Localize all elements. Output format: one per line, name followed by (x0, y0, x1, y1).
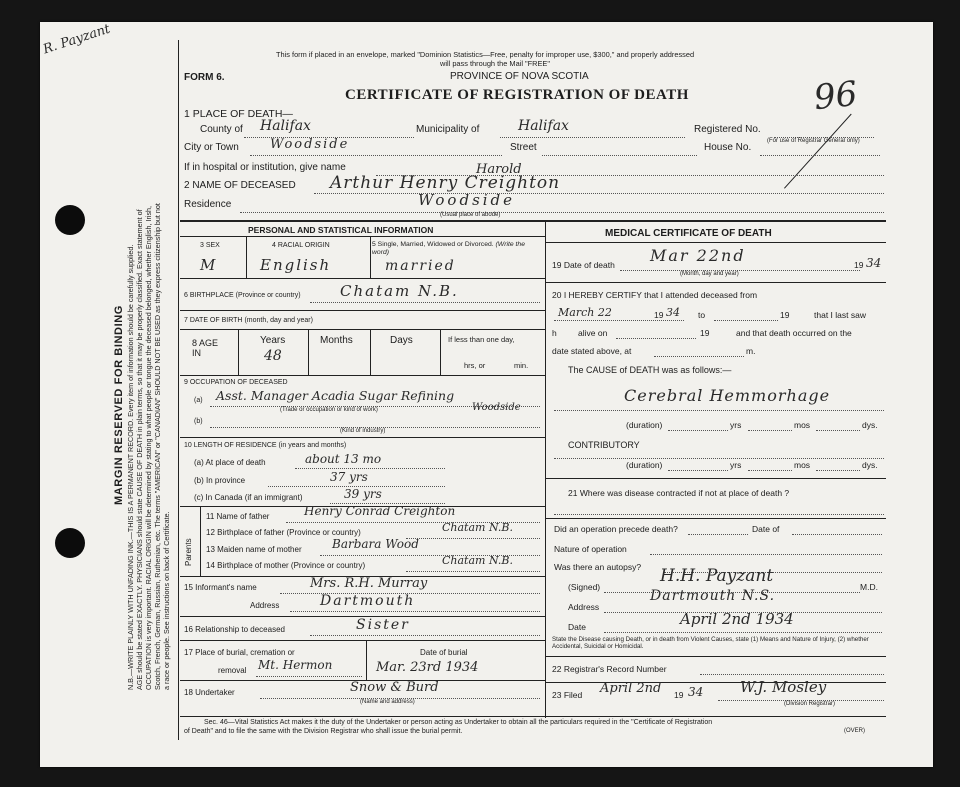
contributory-days-line (816, 470, 860, 471)
operation-date-line (792, 534, 882, 535)
attended-from-value: March 22 (558, 306, 612, 319)
marital-status-value: married (385, 258, 456, 274)
contributory-duration-label: (duration) (626, 460, 663, 470)
form-left-border (178, 40, 179, 740)
q21-line (554, 514, 884, 515)
attended-to-year: 19 (780, 310, 790, 320)
father-name-value: Henry Conrad Creighton (304, 504, 456, 518)
autopsy-label: Was there an autopsy? (554, 562, 642, 572)
father-birthplace-line (406, 538, 540, 539)
relationship-value: Sister (356, 617, 410, 633)
in-canada-value: 39 yrs (344, 487, 382, 501)
state-note: State the Disease causing Death, or in death from Violent Causes, state (1) Means and Nature of Injury, (2) whether Accidental, Suicidal or Homicidal. (552, 636, 869, 650)
row-rule-9 (180, 437, 545, 438)
division-registrar-note: (Division Registrar) (784, 701, 836, 707)
row-rule-8 (180, 375, 545, 376)
medical-row-rule-22 (546, 682, 886, 683)
informant-address-value: Dartmouth (320, 593, 416, 609)
certificate-form (180, 38, 886, 744)
death-year-value: 34 (866, 256, 882, 270)
relationship-label: 16 Relationship to deceased (184, 625, 285, 634)
q23-label: 23 Filed (552, 690, 583, 700)
row-rule-5 (180, 278, 545, 279)
attended-year-value: 34 (666, 306, 680, 319)
date-stated-line (654, 356, 744, 357)
months-label: Months (320, 335, 353, 346)
burial-date-value: Mar. 23rd 1934 (376, 660, 479, 675)
minutes-label: min. (514, 361, 529, 370)
death-date-value: Mar 22nd (650, 246, 746, 265)
age-col-3 (370, 329, 371, 375)
informant-address-label: Address (250, 601, 280, 610)
residence-label: Residence (184, 199, 232, 210)
residence-note: (Usual place of abode) (440, 212, 501, 218)
medical-row-rule-20 (546, 478, 886, 479)
medical-row-rule-state (546, 656, 886, 657)
attended-to-line (714, 320, 778, 321)
margin-instruction-1: N.B.—WRITE PLAINLY WITH UNFADING INK.—THIS IS A PERMANENT RECORD. Every item of information should be carefully supplied. (126, 244, 135, 690)
contributory-months-line (748, 470, 792, 471)
birthplace-value: Chatam N.B. (340, 282, 459, 300)
occupation-a-note: (Trade or occupation or kind of work) (280, 407, 378, 413)
meridian-label: m. (746, 346, 756, 356)
burial-place-label: 17 Place of burial, cremation or (184, 648, 295, 657)
filed-year-value: 34 (688, 685, 704, 699)
registered-number-value: 96 (812, 73, 860, 119)
street-line (542, 155, 697, 156)
death-date-hint: (Month, day and year) (680, 271, 739, 277)
at-place-value: about 13 mo (305, 452, 382, 466)
house-no-line (760, 155, 880, 156)
racial-origin-value: English (260, 256, 332, 274)
death-date-line (620, 270, 860, 271)
municipality-value: Halifax (518, 118, 569, 134)
birthplace-line (310, 302, 540, 303)
footer-line-1: Sec. 46—Vital Statistics Act makes it the duty of the Undertaker or person acting as Undertaker to obtain all the particulars required in the "Certificate of Registration (204, 719, 713, 726)
date-stated-label: date stated above, at (552, 346, 632, 356)
informant-label: 15 Informant's name (184, 583, 257, 592)
sex-col-divider (246, 236, 247, 278)
county-label: County of (200, 124, 243, 135)
dob-label: 7 DATE OF BIRTH (month, day and year) (184, 317, 313, 324)
residence-line (240, 212, 884, 213)
nature-operation-label: Nature of operation (554, 544, 627, 554)
removal-label: removal (218, 666, 247, 675)
certify-line-1: 20 I HEREBY CERTIFY that I attended deceased from (552, 290, 758, 300)
physician-address-value: Dartmouth N.S. (650, 588, 776, 604)
in-province-value: 37 yrs (330, 470, 368, 484)
marital-status-label: 5 Single, Married, Widowed or Divorced. (Write the word) (372, 241, 525, 256)
attended-to-label: to (698, 310, 706, 320)
house-no-label: House No. (704, 142, 752, 153)
margin-instruction-3: OCCUPATION is very important. RACIAL ORIGIN will be determined by stating to what people or tongue the deceased belonged, whether English, Irish, (144, 205, 153, 690)
filed-value: April 2nd (600, 681, 662, 696)
personal-info-heading: PERSONAL AND STATISTICAL INFORMATION (248, 225, 434, 235)
deceased-name-line (314, 193, 884, 194)
registered-no-label: Registered No. (694, 124, 761, 135)
hours-label: hrs, or (464, 361, 486, 370)
attended-from-line (554, 320, 684, 321)
signed-value: H.H. Payzant (660, 566, 774, 586)
deceased-name-value: Arthur Henry Creighton (330, 173, 561, 193)
certificate-date-label: Date (568, 622, 586, 632)
racial-origin-label: 4 RACIAL ORIGIN (272, 242, 330, 249)
occupation-extra: Woodside (472, 402, 521, 413)
alive-on-year: 19 (700, 328, 710, 338)
attended-year-prefix: 19 (654, 310, 664, 320)
municipality-line (500, 137, 685, 138)
cause-value: Cerebral Hemmorhage (624, 386, 831, 405)
registrar-signature: W.J. Mosley (740, 678, 827, 696)
registration-checkmark (784, 114, 852, 189)
less-than-day-label: If less than one day, (448, 335, 515, 344)
at-place-line (295, 468, 445, 469)
registrar-general-note: (For use of Registrar General only) (767, 138, 860, 144)
q22-line (700, 674, 884, 675)
q22-label: 22 Registrar's Record Number (552, 664, 667, 674)
occupation-b-label: (b) (194, 418, 203, 425)
cause-days-label: dys. (862, 420, 878, 430)
alive-on-label: alive on (578, 328, 608, 338)
margin-instruction-5: a race or people. See instructions on back of Certificate. (162, 511, 171, 690)
mother-birthplace-label: 14 Birthplace of mother (Province or country) (206, 561, 366, 570)
over-label: (OVER) (844, 728, 865, 734)
medical-heading: MEDICAL CERTIFICATE OF DEATH (605, 228, 772, 239)
contributory-label: CONTRIBUTORY (568, 440, 640, 450)
binding-hole-bottom (55, 528, 85, 558)
cause-years-label: yrs (730, 420, 742, 430)
alive-on-line (616, 338, 696, 339)
filed-year-prefix: 19 (674, 690, 684, 700)
cause-duration-years-line (668, 430, 728, 431)
residence-value: Woodside (418, 191, 516, 209)
operation-label: Did an operation precede death? (554, 524, 678, 534)
sex-label: 3 SEX (200, 242, 220, 249)
birthplace-label: 6 BIRTHPLACE (Province or country) (184, 292, 301, 299)
length-residence-label: 10 LENGTH OF RESIDENCE (in years and months) (184, 442, 347, 449)
province-name: PROVINCE OF NOVA SCOTIA (450, 71, 589, 82)
years-value: 48 (264, 348, 282, 364)
years-label: Years (260, 335, 286, 346)
undertaker-label: 18 Undertaker (184, 688, 235, 697)
age-label: 8 AGE IN (192, 338, 219, 358)
contributory-years-line (668, 470, 728, 471)
in-canada-label: (c) In Canada (if an immigrant) (194, 493, 303, 502)
informant-address-line (290, 611, 540, 612)
margin-title: MARGIN RESERVED FOR BINDING (113, 305, 125, 505)
q21-label: 21 Where was disease contracted if not at place of death ? (568, 488, 790, 498)
age-col-2 (308, 329, 309, 375)
contributory-months-label: mos (794, 460, 811, 470)
mother-name-label: 13 Maiden name of mother (206, 545, 302, 554)
column-divider (545, 220, 546, 718)
sex-value: M (200, 256, 216, 274)
cause-duration-days-line (816, 430, 860, 431)
city-value: Woodside (270, 137, 350, 152)
place-of-death-heading: 1 PLACE OF DEATH— (184, 108, 293, 120)
contributory-days-label: dys. (862, 460, 878, 470)
father-name-label: 11 Name of father (206, 512, 270, 521)
operation-date-label: Date of (752, 524, 780, 534)
margin-instruction-2: AGE should be stated EXACTLY. PHYSICIANS should state CAUSE OF DEATH in plain terms, so that it may be properly classified. Exact statement of (135, 209, 144, 690)
age-col-4 (440, 329, 441, 375)
nature-operation-line (650, 554, 882, 555)
occupation-value: Asst. Manager Acadia Sugar Refining (216, 388, 455, 403)
occupation-label: 9 OCCUPATION OF DECEASED (184, 379, 288, 386)
age-col-1 (238, 329, 239, 375)
undertaker-value: Snow & Burd (350, 680, 439, 695)
margin-handwritten-note: R. Payzant (41, 21, 113, 58)
binding-hole-top (55, 205, 85, 235)
death-occurred-label: and that death occurred on the (736, 328, 852, 338)
father-birthplace-value: Chatam N.B. (442, 521, 513, 534)
cause-label: The CAUSE of DEATH was as follows:— (568, 365, 732, 375)
relationship-line (310, 635, 540, 636)
margin-instruction-4: Scotch, French, German, Russian, Ruthenian, etc. The terms "AMERICAN" or "CANADIAN" SHOULD NOT BE USED as they express citizenship but not (153, 203, 162, 690)
operation-line (688, 534, 748, 535)
days-label: Days (390, 335, 413, 346)
contributory-line (554, 458, 884, 459)
street-label: Street (510, 142, 537, 153)
contributory-years-label: yrs (730, 460, 742, 470)
father-birthplace-label: 12 Birthplace of father (Province or country) (206, 528, 361, 537)
mail-notice-line1: This form if placed in an envelope, marked "Dominion Statistics—Free, penalty for improper use, $300," and properly addressed (276, 50, 695, 59)
certificate-title: CERTIFICATE OF REGISTRATION OF DEATH (345, 87, 689, 103)
city-label: City or Town (184, 142, 239, 153)
row-rule-16 (180, 640, 545, 641)
death-year-prefix: 19 (854, 260, 864, 270)
medical-row-rule-21 (546, 518, 886, 519)
signed-label: (Signed) (568, 582, 601, 592)
at-place-label: (a) At place of death (194, 458, 266, 467)
deceased-name-label: 2 NAME OF DECEASED (184, 180, 296, 191)
parents-col-divider (200, 506, 201, 576)
city-line (250, 155, 502, 156)
county-value: Halifax (260, 118, 311, 134)
death-date-label: 19 Date of death (552, 260, 615, 270)
cause-months-label: mos (794, 420, 811, 430)
burial-date-label: Date of burial (420, 648, 468, 657)
mother-birthplace-value: Chatam N.B. (442, 554, 513, 567)
him-label: h (552, 328, 557, 338)
personal-heading-rule (180, 236, 545, 237)
certificate-date-value: April 2nd 1934 (680, 610, 794, 628)
medical-row-rule-19 (546, 282, 886, 283)
last-saw-label: that I last saw (814, 310, 866, 320)
mother-name-value: Barbara Wood (332, 537, 419, 551)
medical-heading-rule (546, 242, 886, 243)
deceased-name-insert: Harold (476, 162, 522, 177)
certificate-date-line (604, 632, 882, 633)
removal-value: Mt. Hermon (258, 658, 333, 672)
removal-line (256, 676, 362, 677)
footer-line-2: of Death" and to file the same with the Division Registrar who shall issue the burial permit. (184, 728, 463, 735)
hospital-label: If in hospital or institution, give name (184, 162, 346, 173)
race-col-divider (370, 236, 371, 278)
cause-line (554, 410, 884, 411)
municipality-label: Municipality of (416, 124, 480, 135)
burial-col-divider (366, 640, 367, 680)
occupation-b-note: (Kind of industry) (340, 428, 386, 434)
form-number: FORM 6. (184, 72, 225, 83)
footer-rule (180, 716, 886, 717)
row-rule-7 (180, 329, 545, 330)
in-province-label: (b) In province (194, 476, 246, 485)
occupation-a-label: (a) (194, 397, 203, 404)
cause-duration-label: (duration) (626, 420, 663, 430)
row-rule-6 (180, 310, 545, 311)
physician-address-label: Address (568, 602, 600, 612)
informant-value: Mrs. R.H. Murray (310, 576, 428, 591)
section-divider (180, 220, 886, 222)
mail-notice-line2: will pass through the Mail "FREE" (440, 59, 550, 68)
cause-duration-months-line (748, 430, 792, 431)
parents-label: Parents (184, 538, 193, 566)
mother-birthplace-line (406, 571, 540, 572)
undertaker-note: (Name and address) (360, 699, 415, 705)
md-label: M.D. (860, 582, 878, 592)
